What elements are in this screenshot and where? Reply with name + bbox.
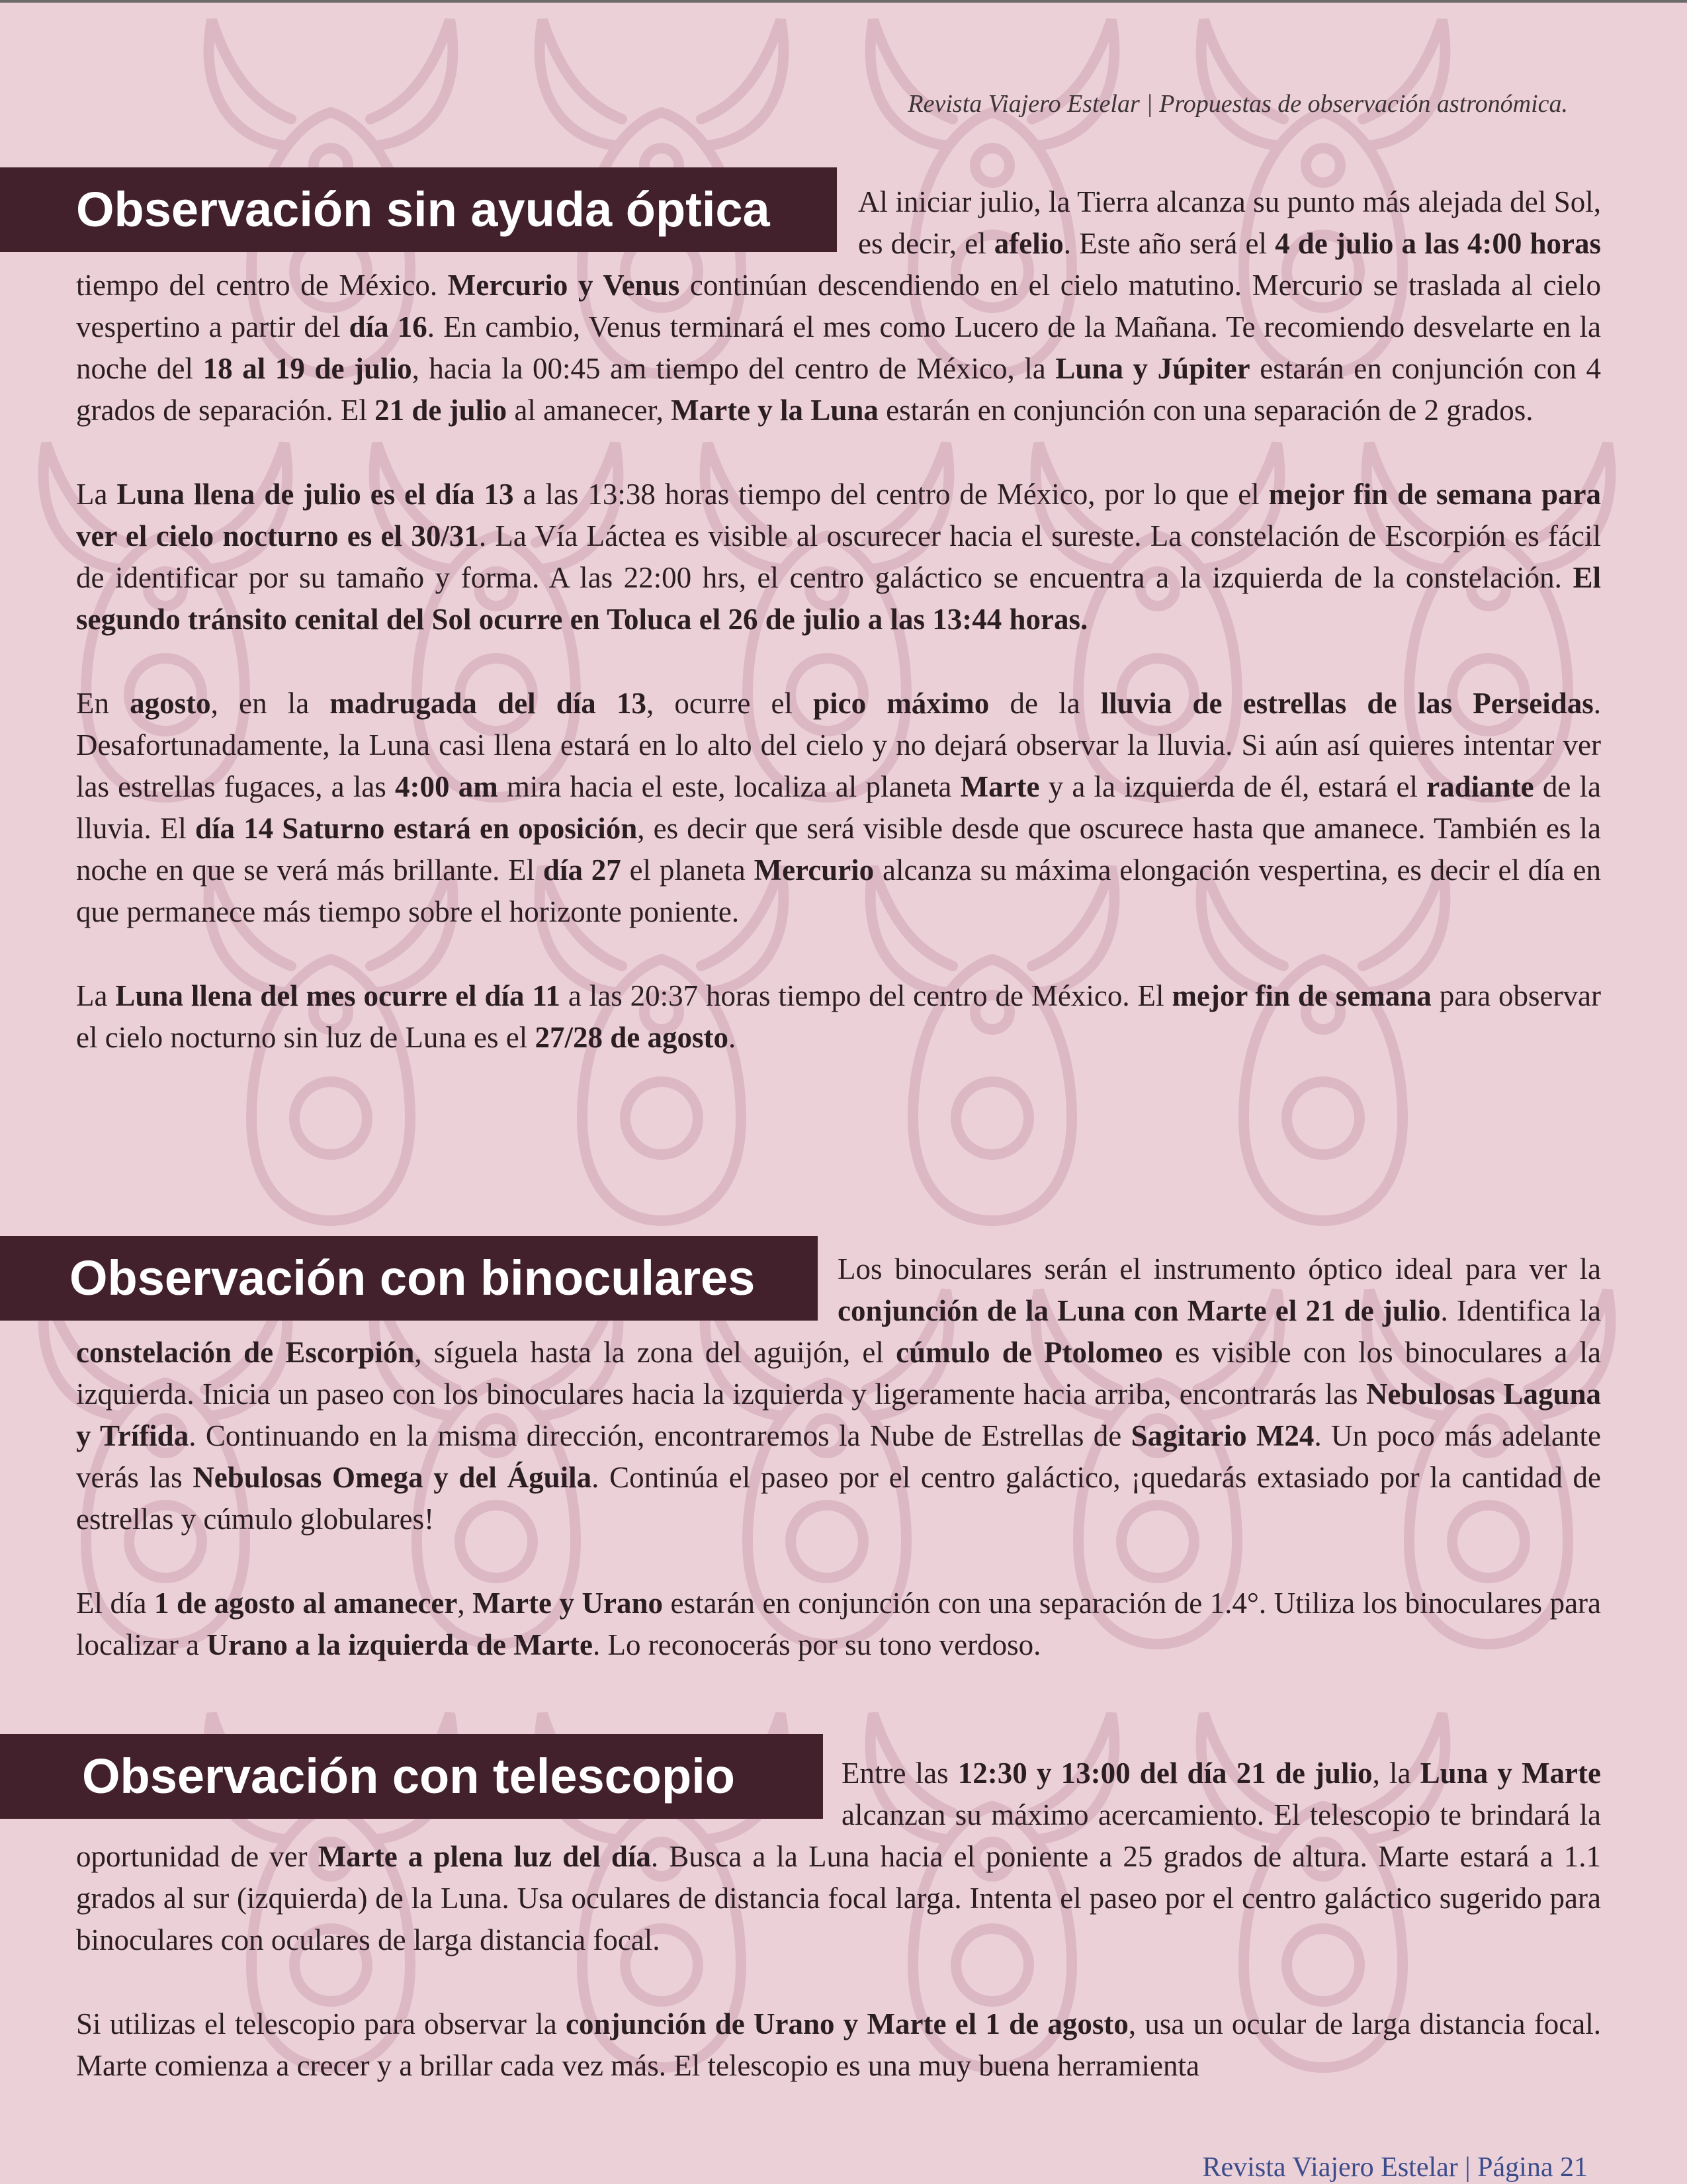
text-run: es visible con los binoculares a la izquierda. Inicia un paseo con los binoculares hacia la izquierda y ligeramente hacia arriba, encontrarás las: [76, 1336, 1601, 1411]
text-run: Los binoculares serán el instrumento óptico ideal para ver la: [838, 1252, 1601, 1286]
text-run: En: [76, 687, 130, 720]
text-run: y a la izquierda de él, estará el: [1039, 770, 1427, 803]
bold-text-run: Mercurio: [754, 853, 875, 887]
text-run: alcanza su máxima elongación vespertina, es decir el día en que permanece más tiempo sobre el horizonte poniente.: [76, 853, 1602, 928]
text-run: . Lo reconocerás por su tono verdoso.: [593, 1628, 1041, 1661]
bold-text-run: Marte: [960, 770, 1040, 803]
text-run: La: [76, 979, 116, 1012]
text-run: estarán en conjunción con 4 grados de separación. El: [76, 352, 1601, 427]
text-run: al amanecer,: [507, 394, 671, 427]
text-run: Entre las: [842, 1757, 958, 1790]
bold-text-run: Marte y Urano: [472, 1587, 664, 1620]
bold-text-run: Luna llena del mes ocurre el día 11: [115, 979, 560, 1012]
bold-text-run: madrugada del día 13: [329, 687, 646, 720]
bold-text-run: pico máximo: [813, 687, 990, 720]
text-run: . En cambio, Venus terminará el mes como Lucero de la Mañana. Te recomiendo desvelarte en la noche del: [76, 310, 1601, 385]
paragraph: [76, 683, 1601, 933]
text-run: . Identifica la: [1440, 1294, 1602, 1327]
section-sin-ayuda-optica: [76, 167, 1601, 1059]
text-run: , hacia la 00:45 am tiempo del centro de México, la: [411, 352, 1056, 385]
bold-text-run: Luna y Marte: [1420, 1757, 1601, 1790]
text-run: el planeta: [621, 853, 754, 887]
paragraph: [76, 474, 1601, 640]
text-run: . Este año será el: [1063, 227, 1276, 260]
text-run: . Un poco más adelante verás las: [76, 1419, 1601, 1494]
bold-text-run: 1 de agosto al amanecer: [153, 1587, 458, 1620]
text-run: La: [76, 478, 117, 511]
text-run: , en la: [210, 687, 330, 720]
bold-text-run: afelio: [994, 227, 1064, 260]
text-run: de la: [989, 687, 1101, 720]
bold-text-run: 21 de julio: [374, 394, 507, 427]
bold-text-run: 27/28 de agosto: [535, 1021, 729, 1054]
text-run: alcanzan su máximo acercamiento. El telescopio te brindará la oportunidad de ver: [76, 1798, 1601, 1873]
section-con-telescopio: [76, 1734, 1601, 2087]
text-run: Si utilizas el telescopio para observar la: [76, 2007, 566, 2040]
text-run: continúan descendiendo en el cielo matutino. Mercurio se traslada al cielo vespertino a partir del: [76, 269, 1601, 343]
bold-text-run: día 14 Saturno estará en oposición: [195, 812, 638, 845]
bold-text-run: 12:30 y 13:00 del día 21 de julio: [957, 1757, 1373, 1790]
bold-text-run: mejor fin de semana: [1172, 979, 1432, 1012]
bold-text-run: conjunción de Urano y Marte el 1 de agosto: [565, 2007, 1129, 2040]
bold-text-run: Marte a plena luz del día: [318, 1840, 651, 1873]
section-title: Observación con telescopio: [0, 1734, 823, 1819]
running-header: Revista Viajero Estelar | Propuestas de observación astronómica.: [908, 90, 1568, 118]
text-run: , síguela hasta la zona del aguijón, el: [414, 1336, 896, 1369]
section-con-binoculares: [69, 1236, 1602, 1666]
page-footer: Revista Viajero Estelar | Página 21: [1202, 2152, 1588, 2183]
text-run: . Desafortunadamente, la Luna casi llena estará en lo alto del cielo y no dejará observar la lluvia. Si aún así quieres intentar ver las estrellas fugaces, a las: [76, 687, 1601, 803]
text-run: El día: [76, 1587, 154, 1620]
bold-text-run: 4:00 am: [395, 770, 498, 803]
text-run: . La Vía Láctea es visible al oscurecer hacia el sureste. La constelación de Escorpión es fácil de identificar por su tamaño y forma. A las 22:00 hrs, el centro galáctico se encuentra a la izquierda de la constelación.: [76, 519, 1601, 594]
text-run: Al iniciar julio, la Tierra alcanza su punto más alejada del Sol, es decir, el: [858, 185, 1601, 260]
text-run: de la lluvia. El: [76, 770, 1602, 845]
text-run: . Continúa el paseo por el centro galáctico, ¡quedarás extasiado por la cantidad de estrellas y cúmulo globulares!: [76, 1461, 1602, 1536]
bold-text-run: día 27: [542, 853, 621, 887]
text-run: , ocurre el: [646, 687, 814, 720]
bold-text-run: radiante: [1426, 770, 1534, 803]
bold-text-run: mejor fin de semana para ver el cielo nocturno es el 30/31: [76, 478, 1601, 552]
bold-text-run: Sagitario M24: [1131, 1419, 1315, 1452]
text-run: mira hacia el este, localiza al planeta: [497, 770, 961, 803]
paragraph: [76, 2003, 1601, 2087]
bold-text-run: Mercurio y Venus: [447, 269, 680, 302]
text-run: para observar el cielo nocturno sin luz de Luna es el: [76, 979, 1601, 1054]
bold-text-run: lluvia de estrellas de las Perseidas: [1100, 687, 1594, 720]
section-title: Observación sin ayuda óptica: [0, 167, 837, 252]
bold-text-run: cúmulo de Ptolomeo: [896, 1336, 1163, 1369]
bold-text-run: conjunción de la Luna con Marte el 21 de julio: [838, 1294, 1441, 1327]
text-run: . Busca a la Luna hacia el poniente a 25 grados de altura. Marte estará a 1.1 grados al sur (izquierda) de la Luna. Usa oculares de distancia focal larga. Intenta el paseo por el centro galáctico sugerido para binoculares con oculares de larga distancia focal.: [76, 1840, 1601, 1956]
text-run: a las 20:37 horas tiempo del centro de México. El: [560, 979, 1172, 1012]
section-title: Observación con binoculares: [0, 1236, 818, 1321]
text-run: estarán en conjunción con una separación de 2 grados.: [878, 394, 1534, 427]
text-run: . Continuando en la misma dirección, encontraremos la Nube de Estrellas de: [189, 1419, 1131, 1452]
bold-text-run: 4 de julio a las 4:00 horas: [1275, 227, 1601, 260]
text-run: , es decir que será visible desde que oscurece hasta que amanece. También es la noche en que se verá más brillante. El: [76, 812, 1601, 887]
bold-text-run: El segundo tránsito cenital del Sol ocurre en Toluca el 26 de julio a las 13:44 horas.: [76, 561, 1601, 636]
text-run: estarán en conjunción con una separación de 1.4°. Utiliza los binoculares para localizar a: [76, 1587, 1601, 1661]
text-run: tiempo del centro de México.: [76, 269, 448, 302]
bold-text-run: Urano a la izquierda de Marte: [206, 1628, 593, 1661]
text-run: .: [728, 1021, 736, 1054]
bold-text-run: Nebulosas Laguna y Trífida: [76, 1377, 1602, 1452]
paragraph: [76, 1583, 1601, 1666]
bold-text-run: Luna llena de julio es el día 13: [116, 478, 514, 511]
text-run: , la: [1372, 1757, 1420, 1790]
bold-text-run: Luna y Júpiter: [1055, 352, 1250, 385]
bold-text-run: 18 al 19 de julio: [202, 352, 412, 385]
bold-text-run: agosto: [130, 687, 211, 720]
text-run: ,: [457, 1587, 473, 1620]
text-run: , usa un ocular de larga distancia focal. Marte comienza a crecer y a brillar cada vez más. El telescopio es una muy buena herramienta: [76, 2007, 1602, 2082]
bold-text-run: constelación de Escorpión: [76, 1336, 415, 1369]
paragraph: [76, 975, 1601, 1059]
bold-text-run: Marte y la Luna: [671, 394, 879, 427]
text-run: a las 13:38 horas tiempo del centro de México, por lo que el: [513, 478, 1269, 511]
bold-text-run: día 16: [349, 310, 427, 343]
bold-text-run: Nebulosas Omega y del Águila: [193, 1461, 592, 1494]
top-border-line: [0, 0, 1687, 3]
